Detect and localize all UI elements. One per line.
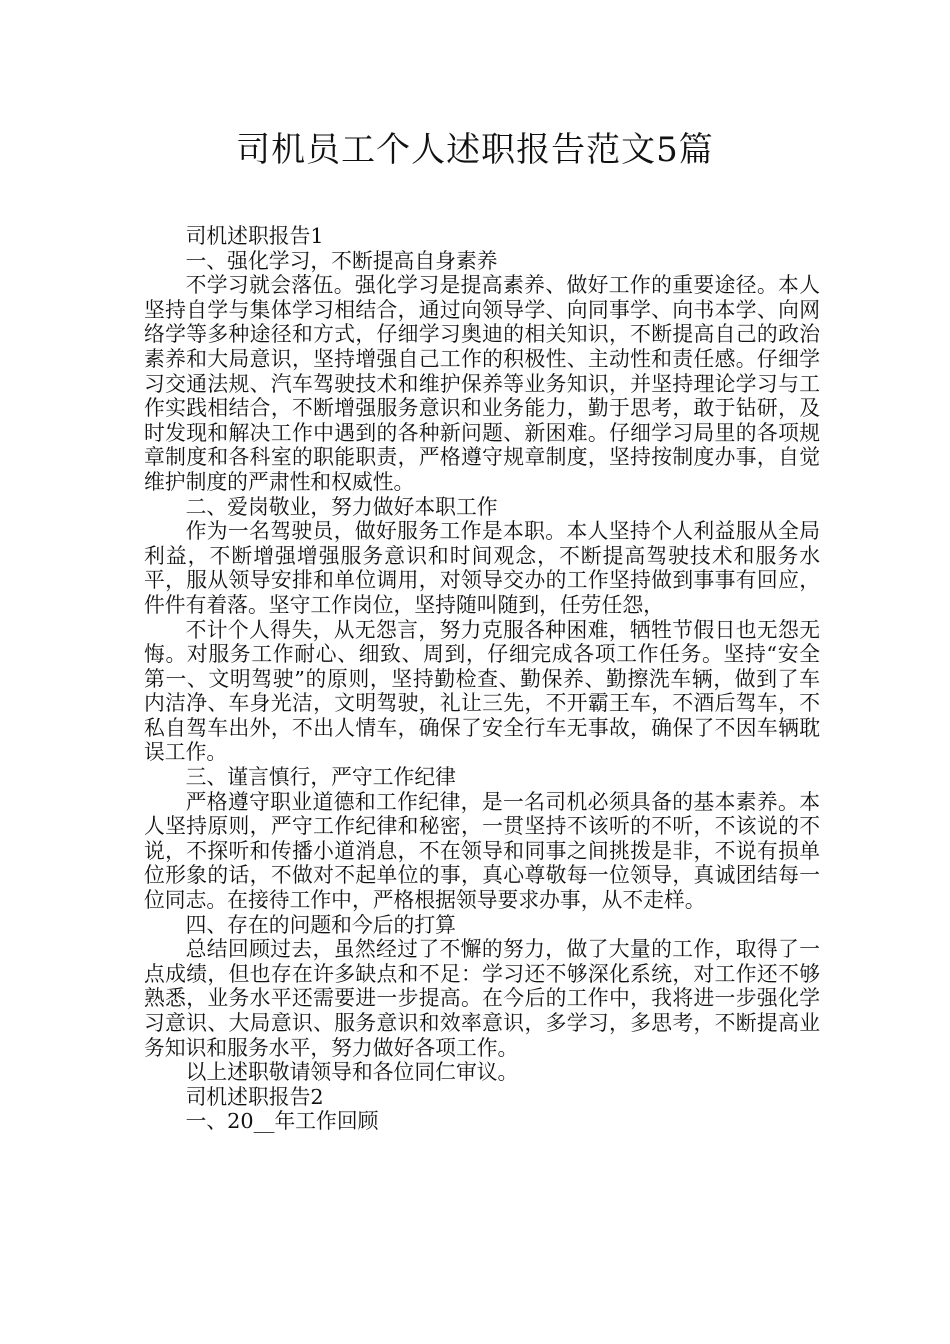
body-paragraph: 作为一名驾驶员，做好服务工作是本职。本人坚持个人利益服从全局利益，不断增强增强服务意识和时间观念，不断提高驾驶技术和服务水平，服从领导安排和单位调用，对领导交办的工作坚持做到事事有回应，件件有着落。坚守工作岗位，坚持随叫随到，任劳任怨， <box>144 519 820 617</box>
body-paragraph: 严格遵守职业道德和工作纪律，是一名司机必须具备的基本素养。本人坚持原则，严守工作纪律和秘密，一贯坚持不该听的不听，不该说的不说，不探听和传播小道消息，不在领导和同事之间挑拨是非，不说有损单位形象的话，不做对不起单位的事，真心尊敬每一位领导，真诚团结每一位同志。在接待工作中，严格根据领导要求办事，从不走样。 <box>144 789 820 913</box>
section-heading: 一、20__年工作回顾 <box>185 1109 379 1134</box>
body-paragraph: 不计个人得失，从无怨言，努力克服各种困难，牺牲节假日也无怨无悔。对服务工作耐心、细致、周到，仔细完成各项工作任务。坚持“安全第一、文明驾驶”的原则，坚持勤检查、勤保养、勤擦洗车辆，做到了车内洁净、车身光洁，文明驾驶，礼让三先，不开霸王车，不酒后驾车，不私自驾车出外，不出人情车，确保了安全行车无事故，确保了不因车辆耽误工作。 <box>144 617 820 765</box>
section-heading: 二、爱岗敬业，努力做好本职工作 <box>185 494 498 519</box>
document-body <box>144 224 820 1134</box>
section-heading: 一、强化学习，不断提高自身素养 <box>185 248 498 273</box>
document-title: 司机员工个人述职报告范文5篇 <box>236 130 714 170</box>
body-paragraph: 总结回顾过去，虽然经过了不懈的努力，做了大量的工作，取得了一点成绩，但也存在许多缺点和不足：学习还不够深化系统，对工作还不够熟悉，业务水平还需要进一步提高。在今后的工作中，我将进一步强化学习意识、大局意识、服务意识和效率意识，多学习，多思考，不断提高业务知识和服务水平，努力做好各项工作。 <box>144 937 820 1060</box>
report-heading: 司机述职报告1 <box>185 224 324 248</box>
report-heading: 司机述职报告2 <box>185 1084 324 1109</box>
body-paragraph: 以上述职敬请领导和各位同仁审议。 <box>185 1060 519 1085</box>
section-heading: 三、谨言慎行，严守工作纪律 <box>185 765 456 790</box>
body-paragraph: 不学习就会落伍。强化学习是提高素养、做好工作的重要途径。本人坚持自学与集体学习相结合，通过向领导学、向同事学、向书本学、向网络学等多种途径和方式，仔细学习奥迪的相关知识，不断提高自己的政治素养和大局意识，坚持增强自己工作的积极性、主动性和责任感。仔细学习交通法规、汽车驾驶技术和维护保养等业务知识，并坚持理论学习与工作实践相结合，不断增强服务意识和业务能力，勤于思考，敢于钻研，及时发现和解决工作中遇到的各种新问题、新困难。仔细学习局里的各项规章制度和各科室的职能职责，严格遵守规章制度，坚持按制度办事，自觉维护制度的严肃性和权威性。 <box>144 273 820 494</box>
section-heading: 四、存在的问题和今后的打算 <box>185 912 456 937</box>
